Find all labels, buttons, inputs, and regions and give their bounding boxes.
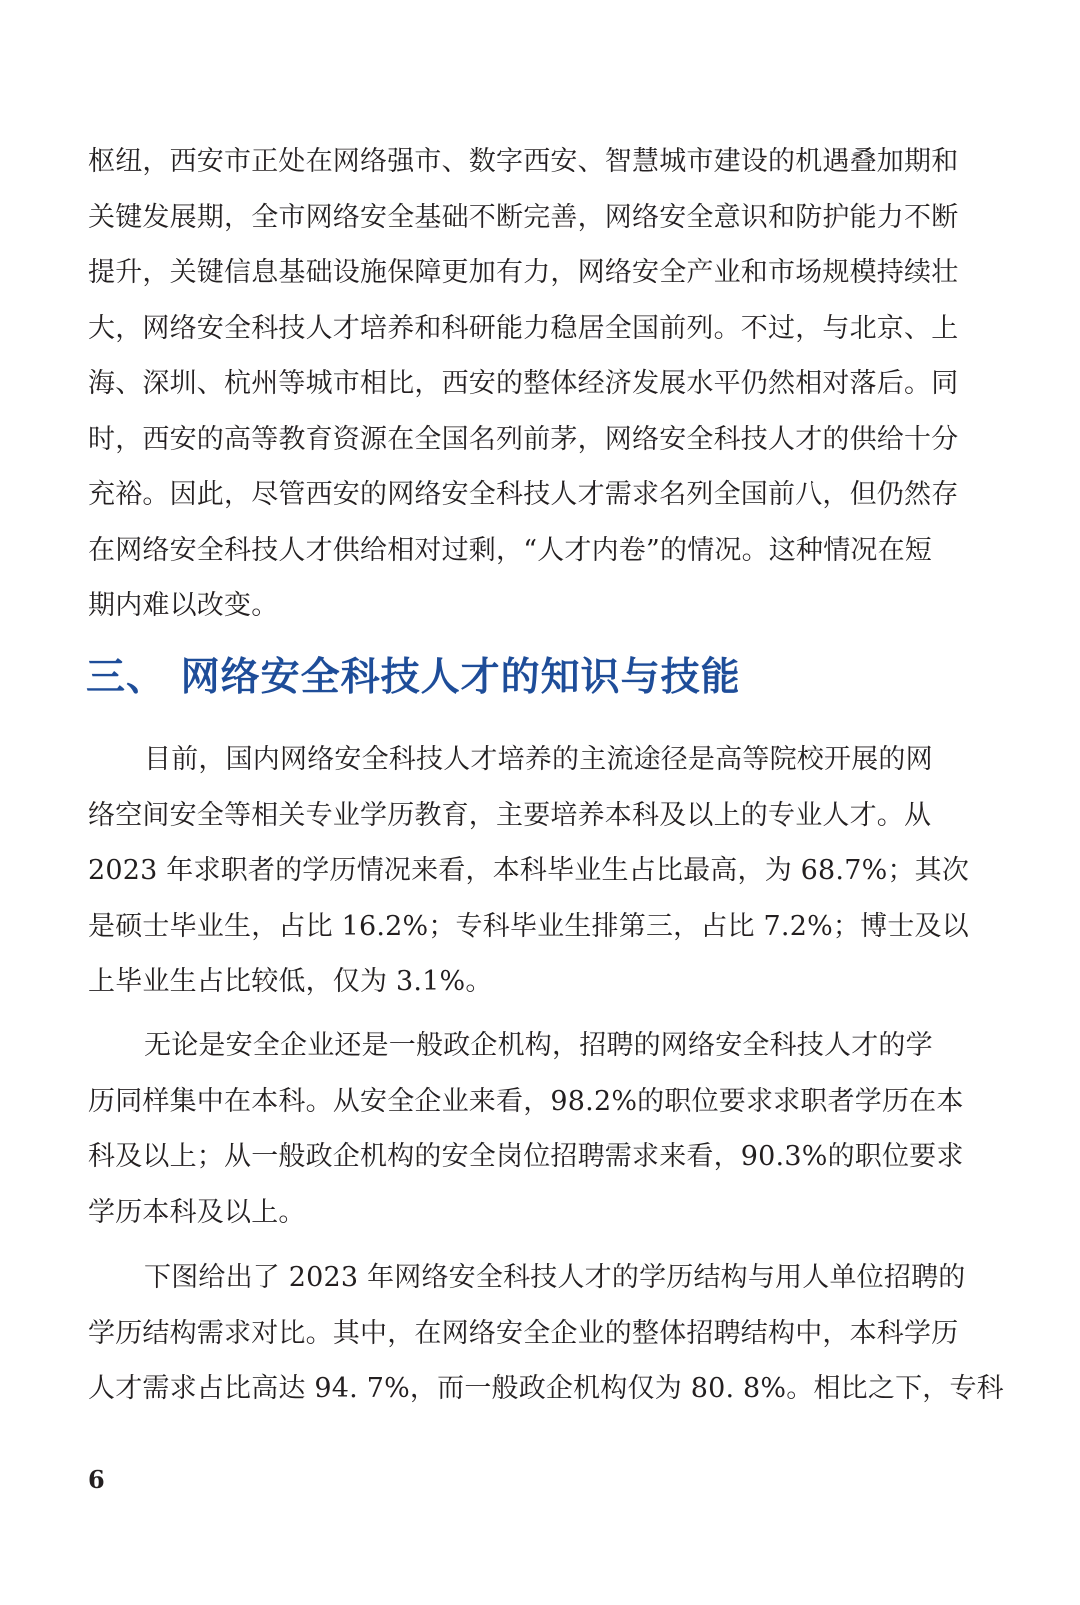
text-line: 关键发展期，全市网络安全基础不断完善，网络安全意识和防护能力不断 [88,201,959,233]
intro-paragraph [88,134,973,634]
text-line: 大，网络安全科技人才培养和科研能力稳居全国前列。不过，与北京、上 [88,312,959,344]
text-line: 人才需求占比高达 94. 7%，而一般政企机构仅为 80. 8%。相比之下，专科 [88,1373,1004,1404]
text-line: 学历结构需求对比。其中，在网络安全企业的整体招聘结构中，本科学历 [88,1317,959,1349]
text-line: 充裕。因此，尽管西安的网络安全科技人才需求名列全国前八，但仍然存 [88,479,959,510]
text-line: 时，西安的高等教育资源在全国名列前茅，网络安全科技人才的供给十分 [88,423,959,455]
text-line: 历同样集中在本科。从安全企业来看，98.2%的职位要求求职者学历在本 [88,1085,964,1117]
text-line: 络空间安全等相关专业学历教育，主要培养本科及以上的专业人才。从 [88,799,932,831]
section-heading: 三、 网络安全科技人才的知识与技能 [86,655,741,700]
text-line: 无论是安全企业还是一般政企机构，招聘的网络安全科技人才的学 [144,1030,933,1061]
body-paragraph [88,1250,1004,1417]
text-line: 在网络安全科技人才供给相对过剩，“人才内卷”的情况。这种情况在短 [88,534,933,566]
text-line: 目前，国内网络安全科技人才培养的主流途径是高等院校开展的网 [144,744,933,775]
text-line: 2023 年求职者的学历情况来看，本科毕业生占比最高，为 68.7%；其次 [88,855,970,886]
text-line: 下图给出了 2023 年网络安全科技人才的学历结构与用人单位招聘的 [144,1262,966,1293]
text-line: 期内难以改变。 [88,590,279,621]
text-line: 上毕业生占比较低，仅为 3.1%。 [88,966,493,997]
text-line: 枢纽，西安市正处在网络强市、数字西安、智慧城市建设的机遇叠加期和 [88,146,959,177]
body-paragraph [88,1018,973,1240]
text-line: 海、深圳、杭州等城市相比，西安的整体经济发展水平仍然相对落后。同 [88,368,959,399]
text-line: 学历本科及以上。 [88,1196,306,1228]
body-paragraph [88,732,973,1010]
text-line: 科及以上；从一般政企机构的安全岗位招聘需求来看，90.3%的职位要求 [88,1141,964,1172]
text-line: 提升，关键信息基础设施保障更加有力，网络安全产业和市场规模持续壮 [88,257,959,288]
text-line: 是硕士毕业生，占比 16.2%；专科毕业生排第三，占比 7.2%；博士及以 [88,910,969,942]
page-number: 6 [88,1465,105,1494]
